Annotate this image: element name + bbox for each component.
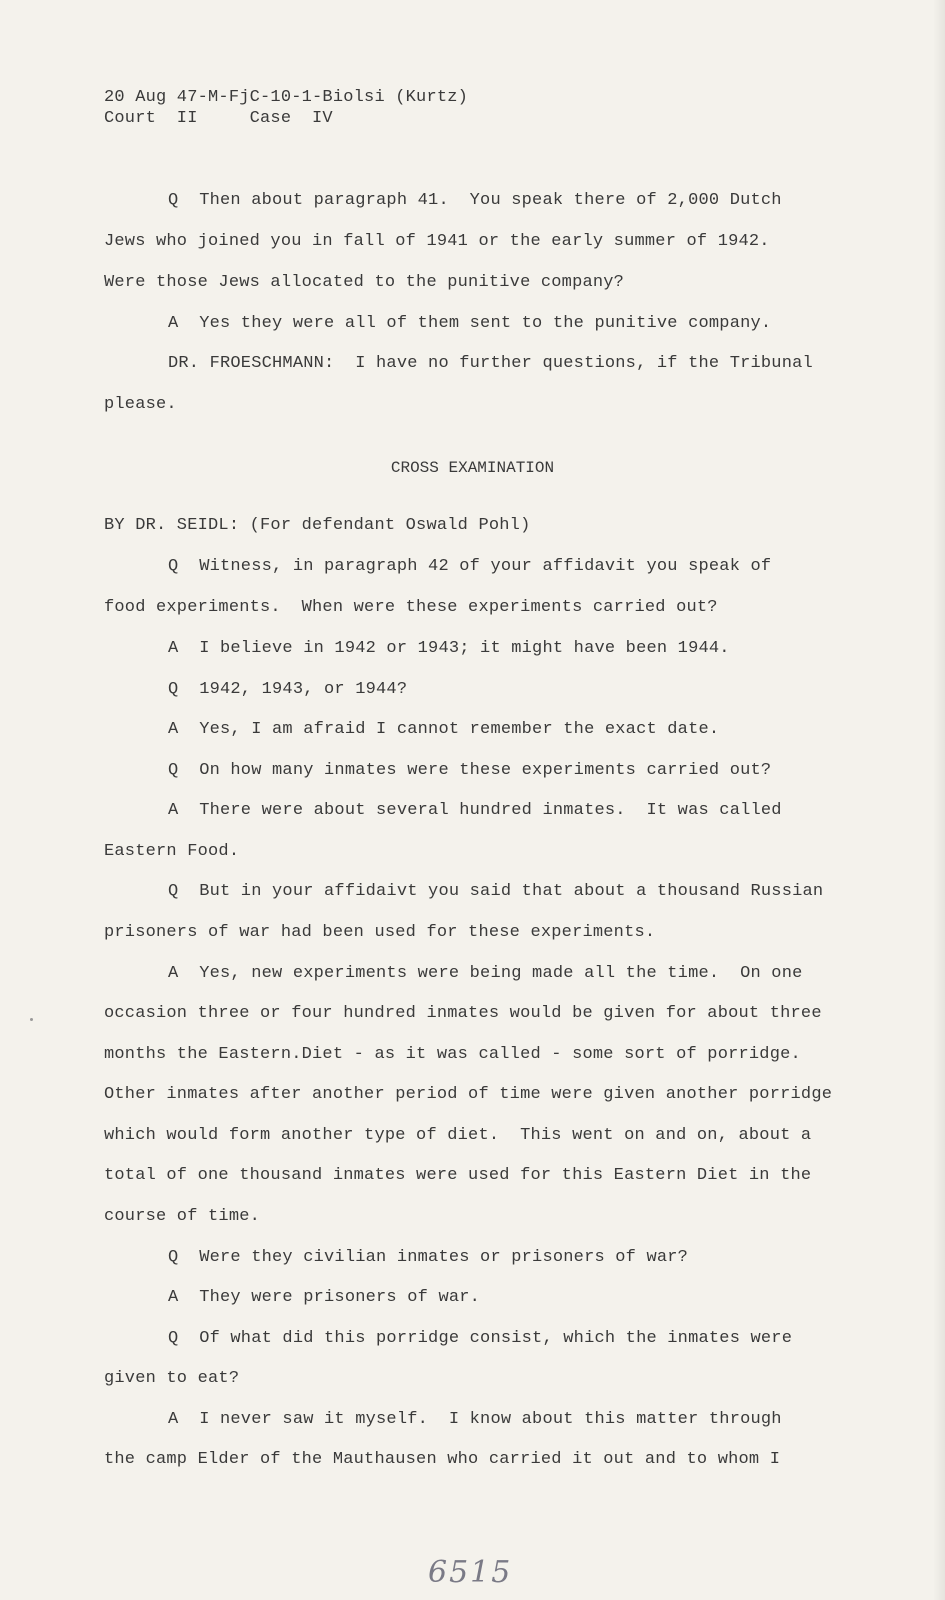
body-line: months the Eastern.Diet - as it was called - some sort of porridge.: [104, 1045, 801, 1064]
body-line: prisoners of war had been used for these experiments.: [104, 923, 656, 942]
body-line: food experiments. When were these experiments carried out?: [104, 598, 718, 617]
body-line: Eastern Food.: [104, 842, 240, 861]
body-line: A Yes they were all of them sent to the punitive company.: [168, 314, 772, 333]
body-line: please.: [104, 395, 177, 414]
header-line-1: 20 Aug 47-M-FjC-10-1-Biolsi (Kurtz): [104, 88, 469, 107]
body-line: Jews who joined you in fall of 1941 or the early summer of 1942.: [104, 232, 770, 251]
body-line: Q Were they civilian inmates or prisoners of war?: [168, 1248, 689, 1267]
body-line: occasion three or four hundred inmates would be given for about three: [104, 1004, 822, 1023]
body-line: total of one thousand inmates were used for this Eastern Diet in the: [104, 1166, 812, 1185]
body-line: A They were prisoners of war.: [168, 1288, 481, 1307]
body-line: Q 1942, 1943, or 1944?: [168, 680, 408, 699]
body-line: Other inmates after another period of time were given another porridge: [104, 1085, 833, 1104]
body-line: Q But in your affidaivt you said that about a thousand Russian: [168, 882, 824, 901]
handwritten-page-number: 6515: [428, 1555, 513, 1590]
paper-speck: [30, 1018, 33, 1021]
body-line: DR. FROESCHMANN: I have no further questions, if the Tribunal: [168, 354, 813, 373]
section-heading: CROSS EXAMINATION: [390, 459, 555, 477]
body-line: given to eat?: [104, 1369, 240, 1388]
body-line: Q Then about paragraph 41. You speak there of 2,000 Dutch: [168, 191, 782, 210]
page-edge: [933, 0, 945, 1600]
body-line: the camp Elder of the Mauthausen who carried it out and to whom I: [104, 1450, 781, 1469]
header-line-2: Court II Case IV: [104, 109, 333, 128]
body-line: course of time.: [104, 1207, 261, 1226]
body-line: A Yes, I am afraid I cannot remember the exact date.: [168, 720, 720, 739]
body-line: Q Of what did this porridge consist, which the inmates were: [168, 1329, 793, 1348]
body-line: A I never saw it myself. I know about this matter through: [168, 1410, 782, 1429]
body-line: A Yes, new experiments were being made all the time. On one: [168, 964, 803, 983]
body-line: Were those Jews allocated to the punitive company?: [104, 273, 625, 292]
body-line: A I believe in 1942 or 1943; it might have been 1944.: [168, 639, 730, 658]
body-line: Q On how many inmates were these experiments carried out?: [168, 761, 772, 780]
body-line: which would form another type of diet. This went on and on, about a: [104, 1126, 812, 1145]
body-line: Q Witness, in paragraph 42 of your affidavit you speak of: [168, 557, 772, 576]
body-line: BY DR. SEIDL: (For defendant Oswald Pohl): [104, 516, 531, 535]
body-line: A There were about several hundred inmates. It was called: [168, 801, 782, 820]
